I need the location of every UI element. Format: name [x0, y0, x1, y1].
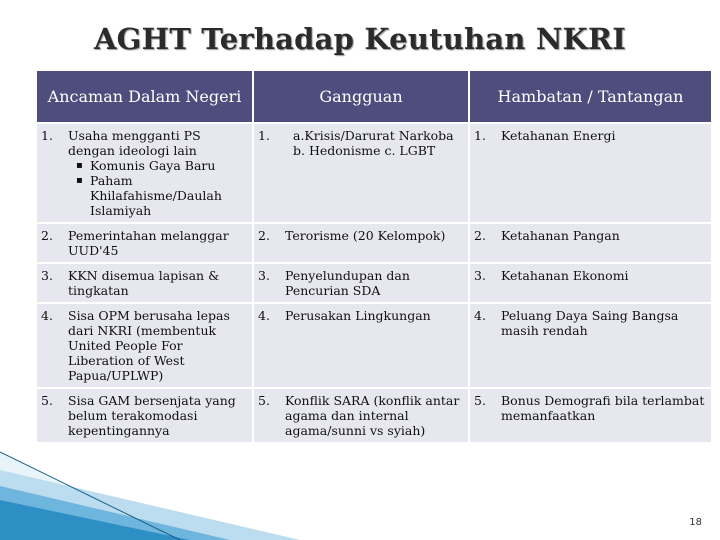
cell-hambatan: [469, 123, 711, 223]
item-text: Ketahanan Ekonomi: [501, 268, 629, 283]
item-text: Pemerintahan melanggar UUD'45: [68, 228, 229, 258]
item-text: Sisa OPM berusaha lepas dari NKRI (membentuk United People For Liberation of West Papua/UPLWP): [68, 308, 230, 383]
cell-gangguan: [253, 263, 469, 303]
cell-ancaman: [37, 263, 253, 303]
table-row: [37, 303, 711, 388]
header-hambatan: Hambatan / Tantangan: [469, 71, 711, 123]
item-text: KKN disemua lapisan & tingkatan: [68, 268, 220, 298]
cell-ancaman: [37, 223, 253, 263]
item-number: 4.: [258, 308, 270, 323]
aght-table: [37, 71, 711, 442]
slide-title: AGHT Terhadap Keutuhan NKRI: [93, 22, 627, 56]
sub-item-text: Komunis Gaya Baru: [90, 158, 216, 173]
item-number: 2.: [474, 228, 486, 243]
item-text: Bonus Demografi bila terlambat memanfaatkan: [501, 393, 705, 423]
item-text: Penyelundupan dan Pencurian SDA: [285, 268, 410, 298]
cell-ancaman: [37, 303, 253, 388]
table-row: [37, 123, 711, 223]
square-bullet-icon: ▪: [76, 160, 83, 171]
sub-item-text: Paham Khilafahisme/Daulah Islamiyah: [90, 173, 222, 218]
header-ancaman: Ancaman Dalam Negeri: [37, 71, 253, 123]
item-number: 5.: [41, 393, 53, 408]
item-number: 3.: [258, 268, 270, 283]
item-number: 4.: [474, 308, 486, 323]
cell-gangguan: [253, 388, 469, 442]
item-text: Ketahanan Pangan: [501, 228, 620, 243]
table-row: [37, 223, 711, 263]
item-text: Konflik SARA (konflik antar agama dan internal agama/sunni vs syiah): [285, 393, 460, 438]
item-text: a.Krisis/Darurat Narkoba b. Hedonisme c. LGBT: [293, 128, 454, 158]
item-number: 5.: [258, 393, 270, 408]
item-text: Sisa GAM bersenjata yang belum terakomodasi kepentingannya: [68, 393, 236, 438]
item-number: 2.: [41, 228, 53, 243]
item-number: 3.: [41, 268, 53, 283]
cell-gangguan: [253, 303, 469, 388]
table-row: [37, 263, 711, 303]
cell-hambatan: [469, 388, 711, 442]
item-text: Usaha mengganti PS dengan ideologi lain: [68, 128, 201, 158]
item-number: 1.: [41, 128, 53, 143]
item-number: 1.: [474, 128, 486, 143]
item-text: Peluang Daya Saing Bangsa masih rendah: [501, 308, 679, 338]
item-text: Perusakan Lingkungan: [285, 308, 431, 323]
cell-ancaman: [37, 123, 253, 223]
cell-ancaman: [37, 388, 253, 442]
cell-gangguan: [253, 223, 469, 263]
header-gangguan: Gangguan: [253, 71, 469, 123]
item-number: 2.: [258, 228, 270, 243]
cell-gangguan: [253, 123, 469, 223]
item-text: Terorisme (20 Kelompok): [285, 228, 446, 243]
cell-hambatan: [469, 263, 711, 303]
item-text: Ketahanan Energi: [501, 128, 616, 143]
item-number: 4.: [41, 308, 53, 323]
cell-hambatan: [469, 303, 711, 388]
table-header-row: [37, 71, 711, 123]
table-row: [37, 388, 711, 442]
square-bullet-icon: ▪: [76, 175, 83, 186]
item-number: 3.: [474, 268, 486, 283]
page-number: 18: [689, 517, 702, 528]
item-number: 5.: [474, 393, 486, 408]
cell-hambatan: [469, 223, 711, 263]
item-number: 1.: [258, 128, 270, 143]
